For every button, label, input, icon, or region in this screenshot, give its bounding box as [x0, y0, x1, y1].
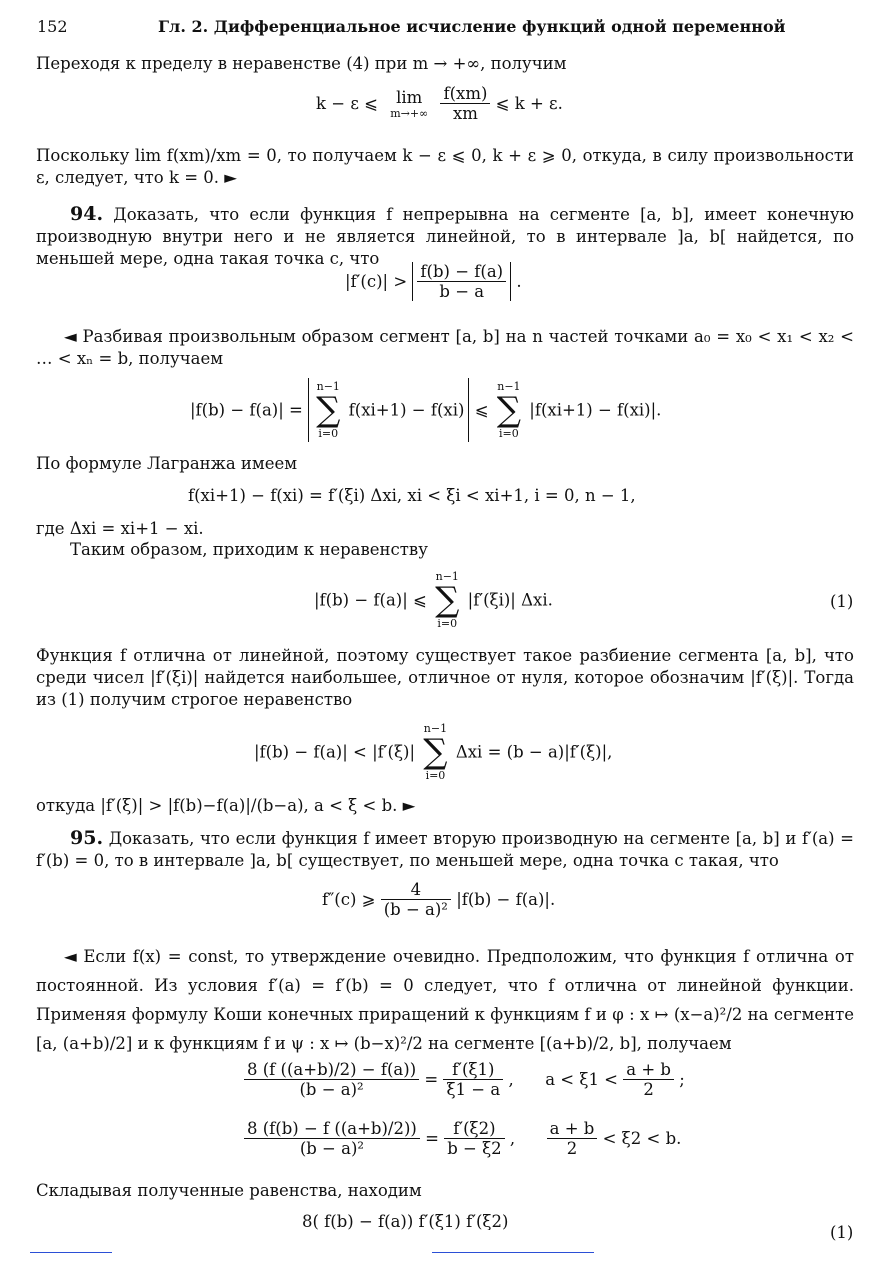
eq1-left: k − ε ⩽ [316, 94, 378, 113]
eq4-sigma [432, 570, 462, 630]
eq5-sum-top: n−1 [423, 722, 448, 735]
eq6-equals-1: = [424, 1070, 444, 1089]
paragraph-thus: Таким образом, приходим к неравенству [70, 540, 428, 559]
paragraph-summing: Складывая полученные равенства, находим [36, 1181, 422, 1200]
eq6-mid1 [443, 1060, 503, 1099]
eq6-cond2-num: a + b [547, 1119, 598, 1139]
eq5-left: |f(b) − f(a)| < |f′(ξ)| [254, 742, 416, 762]
problem-95 [36, 827, 854, 872]
page-number: 152 [37, 17, 68, 36]
paragraph-cauchy: ◄ Если f(x) = const, то утверждение очевидно. Предположим, что функция f отлична от постоянной. Из условия f′(a) = f′(b) = 0 следует, что f отлична от линейной функции. Применяя формулу Коши конечных приращений к функциям f и φ : x ↦ (x−a)²/2 на сегменте [a, (a+b)/2] и к функциям f и ψ : x ↦ (b−x)²/2 на сегменте [(a+b)/2, b], получаем [36, 947, 854, 1053]
paragraph-delta-def: где Δxi = xi+1 − xi. [36, 519, 204, 538]
footer-link-underline-left[interactable] [30, 1252, 112, 1253]
cauchy-equality-2 [244, 1119, 681, 1158]
problem-94 [36, 203, 854, 270]
eq6-den1: (b − a)² [299, 1080, 364, 1099]
eq6-cond2-right: < ξ2 < b. [602, 1129, 682, 1148]
eq6-mid2-num: f′(ξ2) [444, 1119, 504, 1139]
p95-denominator: (b − a)² [383, 900, 448, 919]
eq6-cond1-den: 2 [643, 1080, 654, 1099]
eq6-frac2 [244, 1119, 420, 1158]
eq1-right: ⩽ k + ε. [495, 94, 563, 113]
eq4-left: |f(b) − f(a)| ⩽ [314, 590, 427, 610]
sum-inequality [190, 378, 661, 442]
paragraph-partition: ◄ Разбивая произвольным образом сегмент [a, b] на n частей точками a₀ = x₀ < x₁ < x₂ < … < xₙ = b, получаем [36, 327, 854, 368]
problem-95-text: Доказать, что если функция f имеет вторую производную на сегменте [a, b] и f′(a) = f′(b) = 0, то в интервале ]a, b[ существует, по меньшей мере, одна точка c такая, что [36, 829, 854, 870]
summed-equality-partial: 8( f(b) − f(a)) f′(ξ1) f′(ξ2) [302, 1212, 509, 1230]
eq5-sigma [420, 722, 450, 782]
paragraph-limit-intro: Переходя к пределу в неравенстве (4) при m → +∞, получим [36, 54, 567, 73]
paragraph-lagrange: По формуле Лагранжа имеем [36, 454, 298, 473]
eq2-sum-bottom: i=0 [318, 427, 339, 440]
problem-94-formula [345, 262, 522, 301]
eq2-right: |f(xi+1) − f(xi)|. [529, 400, 662, 420]
eq6-cond1-num: a + b [623, 1060, 674, 1080]
eq2-sum2-top: n−1 [497, 380, 521, 393]
equation-tag-2: (1) [830, 1223, 854, 1242]
lagrange-formula: f(xi+1) − f(xi) = f′(ξi) Δxi, xi < ξi < xi+1, i = 0, n − 1, [188, 486, 636, 505]
paragraph-whence: откуда |f′(ξ)| > |f(b)−f(a)|/(b−a), a < ξ < b. ► [36, 796, 416, 815]
problem-94-number: 94. [70, 203, 104, 225]
cauchy-equality-1 [244, 1060, 685, 1099]
eq2-middle: ⩽ [474, 400, 489, 420]
eq2-sum-top: n−1 [316, 380, 340, 393]
problem-94-text: Доказать, что если функция f непрерывна на сегменте [a, b], имеет конечную производную внутри него и не является линейной, то в интервале ]a, b[ найдется, по меньшей мере, одна такая точка c, что [36, 205, 854, 268]
eq1-fraction [440, 84, 490, 123]
eq6-mid1-den: ξ1 − a [446, 1080, 501, 1099]
eq1-lim [387, 88, 431, 120]
p94-fraction [417, 262, 506, 301]
eq4-sum-bottom: i=0 [437, 617, 458, 630]
eq6-den2: (b − a)² [299, 1139, 365, 1158]
p94-end: . [516, 272, 522, 291]
limit-inequality [316, 84, 563, 123]
eq6-cond1-end: ; [679, 1070, 685, 1089]
eq6-mid1-num: f′(ξ1) [443, 1060, 503, 1080]
p95-fraction [381, 880, 451, 919]
eq2-left: |f(b) − f(a)| = [190, 400, 303, 420]
p94-denominator: b − a [439, 282, 485, 301]
eq6-mid2 [444, 1119, 504, 1158]
eq6-mid2-den: b − ξ2 [447, 1139, 502, 1158]
eq6-comma-2: , [509, 1129, 542, 1148]
paragraph-conclusion-k: Поскольку lim f(xm)/xm = 0, то получаем k − ε ⩽ 0, k + ε ⩾ 0, откуда, в силу произвольности ε, следует, что k = 0. ► [36, 146, 854, 187]
p95-formula-left: f″(c) ⩾ [322, 890, 376, 909]
p94-formula-left: |f′(c)| > [345, 272, 408, 291]
problem-95-number: 95. [70, 827, 104, 849]
eq1-lim-label: lim [396, 87, 423, 107]
paragraph-nonlinear: Функция f отлична от линейной, поэтому существует такое разбиение сегмента [a, b], что среди чисел |f′(ξi)| найдется наибольшее, отличное от нуля, которое обозначим |f′(ξ)|. Тогда из (1) получим строгое неравенство [36, 646, 854, 709]
eq6-frac1 [244, 1060, 419, 1099]
eq2-inner: f(xi+1) − f(xi) [348, 400, 465, 420]
eq6-comma-1: , [508, 1070, 540, 1089]
sigma-symbol-3: ∑ [435, 580, 460, 620]
eq1-lim-sub: m→+∞ [390, 106, 429, 120]
eq6-cond2-frac [547, 1119, 598, 1158]
eq6-cond2-den: 2 [566, 1139, 578, 1158]
eq5-sum-bottom: i=0 [425, 769, 446, 782]
footer-link-underline-center[interactable] [432, 1252, 594, 1253]
strict-inequality [254, 722, 612, 782]
eq6-num1: 8 (f ((a+b)/2) − f(a)) [244, 1060, 419, 1080]
sigma-symbol: ∑ [316, 390, 341, 430]
p95-formula-right: |f(b) − f(a)|. [456, 890, 556, 909]
eq2-sum2-bottom: i=0 [499, 427, 519, 440]
sigma-symbol-2: ∑ [496, 390, 522, 430]
p95-numerator: 4 [381, 880, 451, 900]
eq4-sum-top: n−1 [435, 570, 459, 583]
p94-numerator: f(b) − f(a) [417, 262, 506, 282]
equation-tag-1: (1) [830, 592, 854, 611]
eq6-num2: 8 (f(b) − f ((a+b)/2)) [244, 1119, 420, 1139]
sigma-symbol-4: ∑ [423, 732, 448, 772]
p94-abs [412, 262, 511, 301]
inequality-1 [314, 570, 553, 630]
eq2-sigma [313, 380, 343, 440]
eq2-sigma-2 [494, 380, 524, 440]
running-head-title: Гл. 2. Дифференциальное исчисление функций одной переменной [158, 17, 786, 36]
eq5-right: Δxi = (b − a)|f′(ξ)|, [455, 742, 613, 762]
eq1-numerator: f(xm) [440, 84, 490, 104]
eq6-equals-2: = [425, 1129, 445, 1148]
eq2-abs [308, 378, 469, 442]
eq1-denominator: xm [452, 104, 478, 123]
problem-95-formula [322, 880, 555, 919]
eq6-cond1-left: a < ξ1 < [545, 1070, 619, 1089]
eq6-cond1-frac [623, 1060, 674, 1099]
eq4-right: |f′(ξi)| Δxi. [467, 590, 553, 610]
